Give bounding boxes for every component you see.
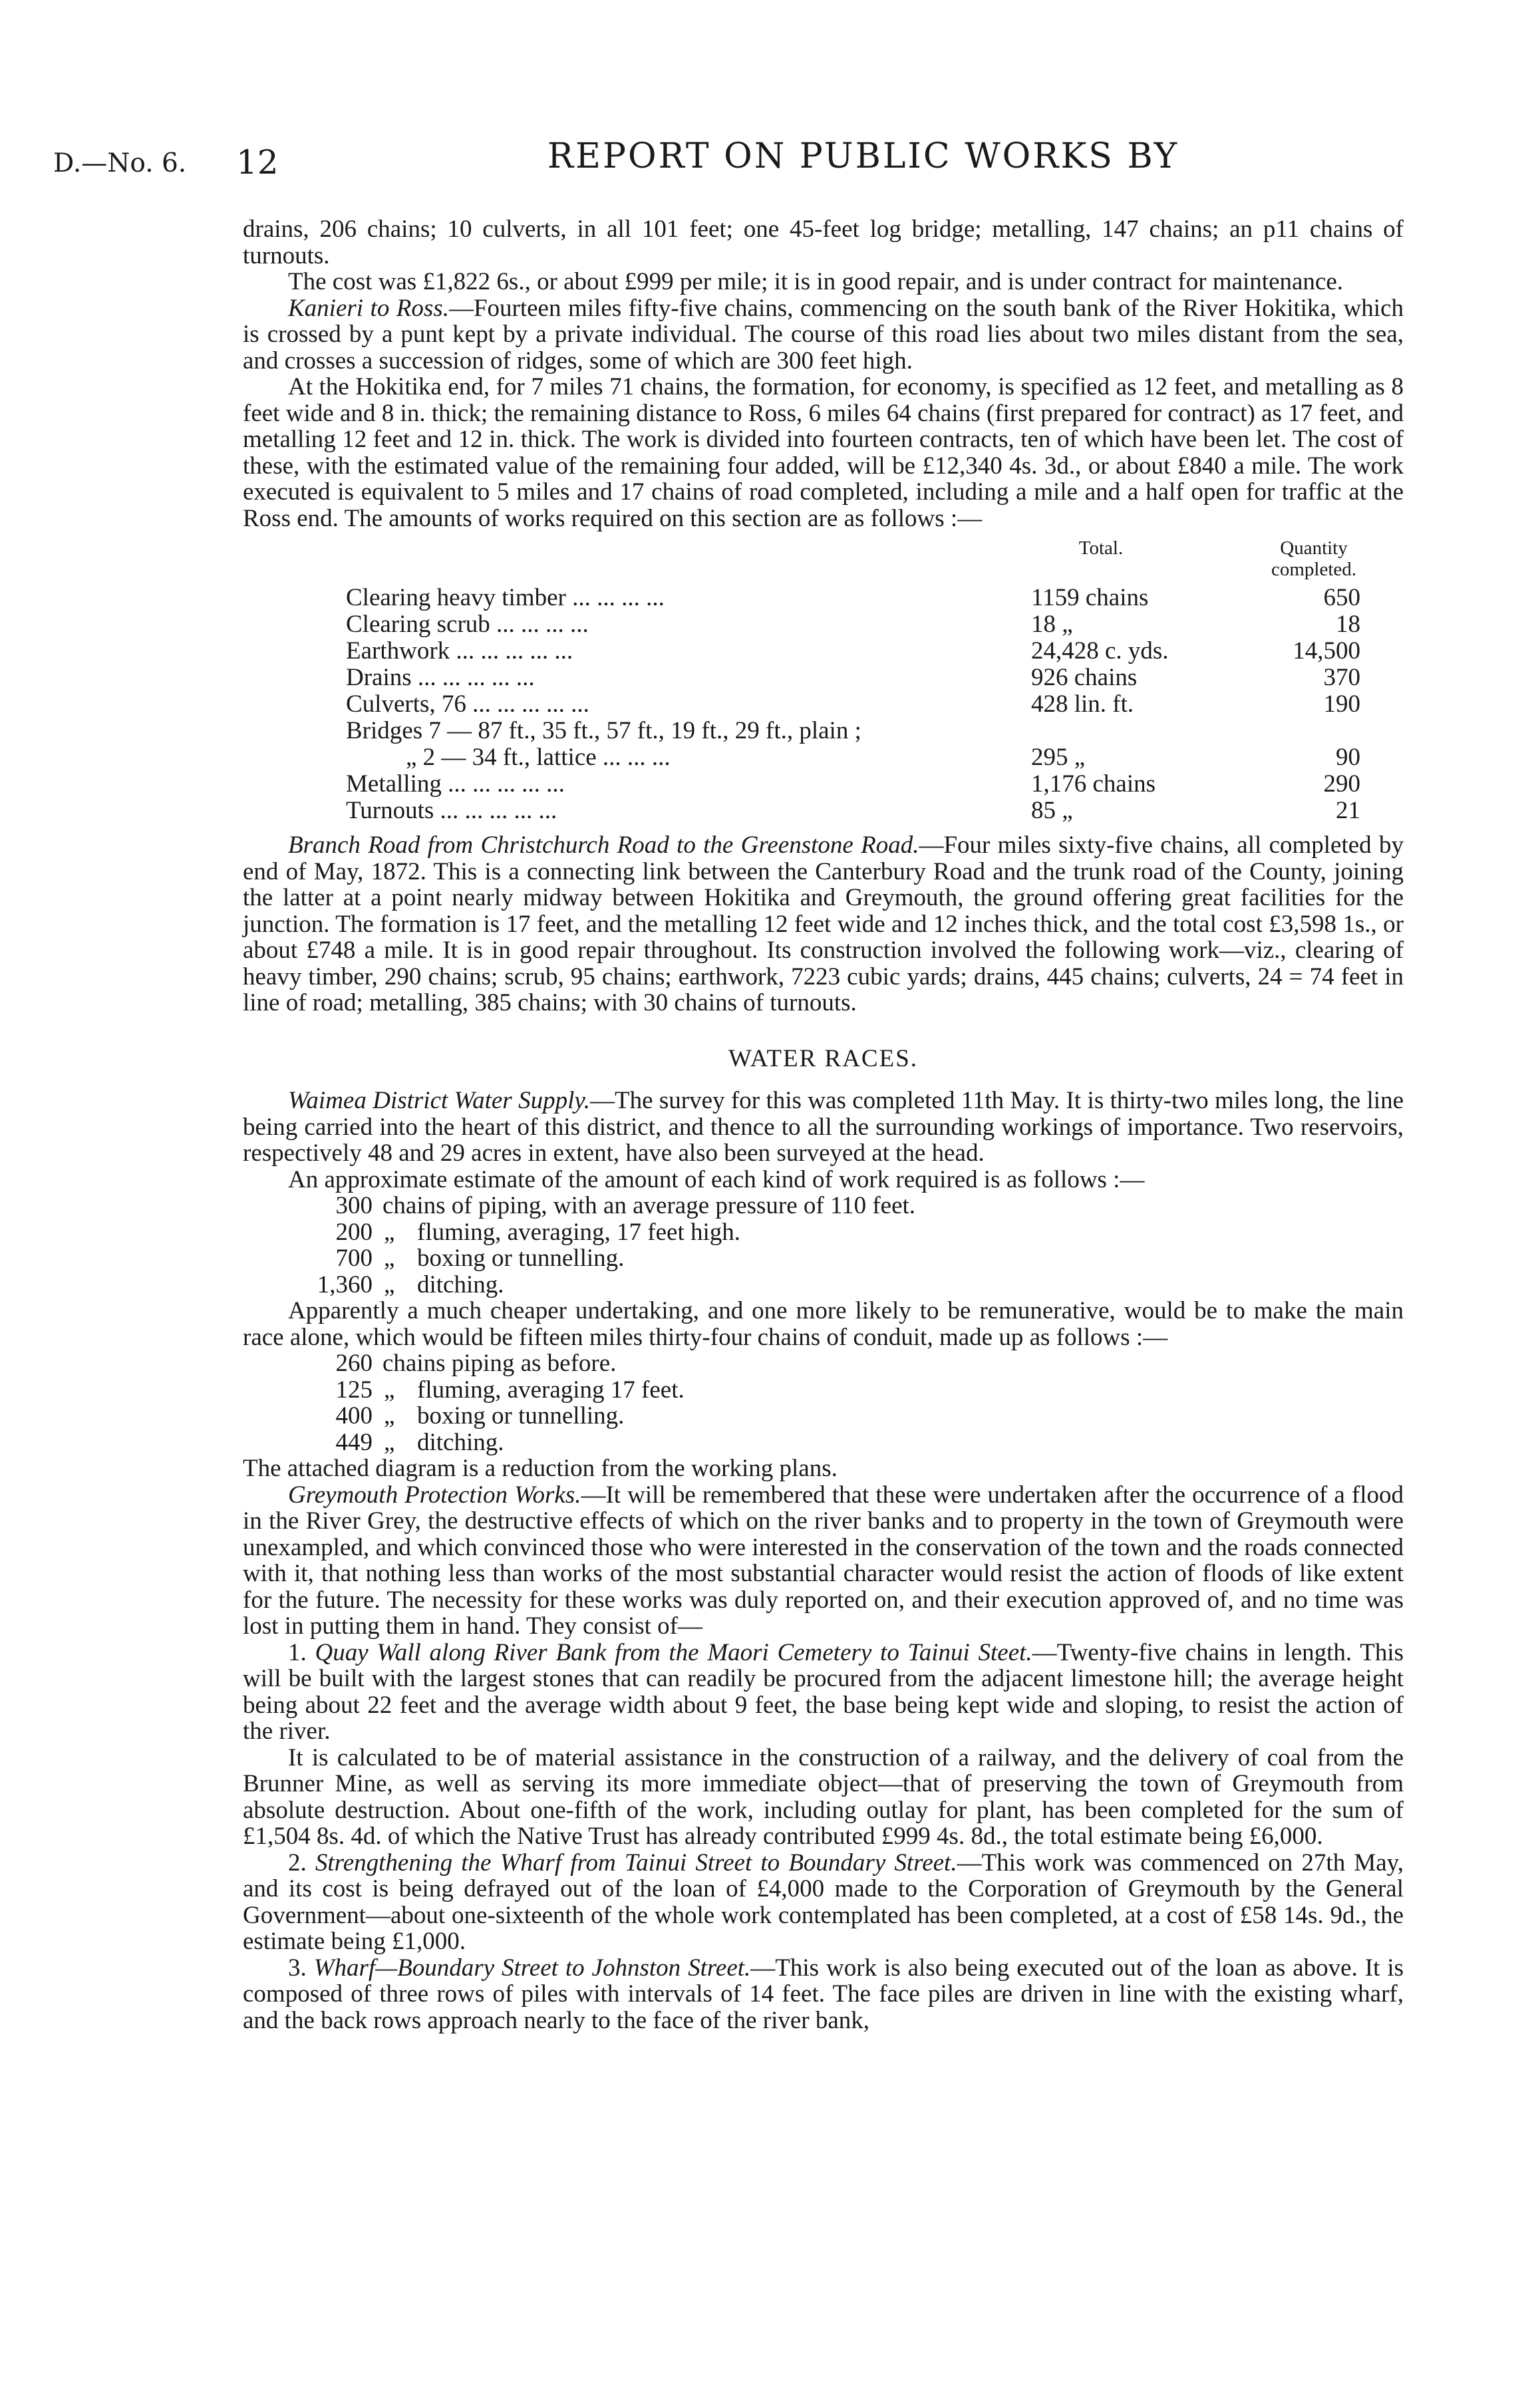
paragraph-title: Wharf—Boundary Street to Johnston Street.	[313, 1954, 751, 1982]
paragraph: 1. Quay Wall along River Bank from the Maori Cemetery to Tainui Steet.—Twenty-five chains in length. This will be built with the largest stones that can readily be procured from the adjacent limestone hill; the average height being about 22 feet and the average width about 9 feet, the base being kept wide and sloping, to resist the action of the river.	[243, 1638, 1404, 1745]
column-header-quantity: Quantity	[1280, 537, 1348, 559]
section-heading: WATER RACES.	[728, 1044, 919, 1072]
table-row-total: 428 lin. ft.	[1031, 690, 1134, 718]
table-row-done: 190	[1323, 690, 1360, 718]
list-item: 260 chains piping as before.	[335, 1350, 617, 1377]
table-row-total: 295 „	[1031, 744, 1086, 771]
table-row-done: 21	[1336, 797, 1360, 824]
paragraph: The cost was £1,822 6s., or about £999 per mile; it is in good repair, and is under contract for maintenance.	[288, 268, 1344, 295]
paragraph: An approximate estimate of the amount of each kind of work required is as follows :—	[288, 1165, 1145, 1193]
page-header	[0, 136, 1540, 196]
page-number: 12	[236, 143, 279, 182]
table-row-done: 290	[1323, 770, 1360, 798]
list-item: 449 „ ditching.	[335, 1428, 504, 1456]
paragraph-title: Strengthening the Wharf from Tainui Street to Boundary Street.	[315, 1849, 957, 1877]
estimate-list	[243, 1193, 1404, 1298]
table-row-done: 370	[1323, 664, 1360, 691]
item-number: 2.	[288, 1849, 307, 1877]
works-quantity-table	[243, 531, 1404, 897]
paragraph-title: Branch Road from Christchurch Road to the Greenstone Road.	[288, 831, 919, 859]
paragraph-title: Greymouth Protection Works.	[288, 1481, 581, 1509]
table-row-item: Turnouts ... ... ... ... ...	[346, 797, 557, 824]
table-row-item: Culverts, 76 ... ... ... ... ...	[346, 690, 589, 718]
table-row-total: 24,428 c. yds.	[1031, 637, 1169, 665]
running-title: REPORT ON PUBLIC WORKS BY	[547, 136, 1179, 176]
column-header-total: Total.	[1078, 537, 1124, 559]
paragraph: At the Hokitika end, for 7 miles 71 chains, the formation, for economy, is specified as 12 feet, and metalling as 8 feet wide and 8 in. thick; the remaining distance to Ross, 6 miles 64 chains (first prepared for contract) as 17 feet, and metalling 12 feet and 12 in. thick. The work is divided into fourteen contracts, ten of which have been let. The cost of these, with the estimated value of the remaining four added, will be £12,340 4s. 3d., or about £840 a mile. The work executed is equivalent to 5 miles and 17 chains of road completed, including a mile and a half open for traffic at the Ross end. The amounts of works required on this section are as follows :—	[243, 373, 1404, 532]
table-row-item: Bridges 7 — 87 ft., 35 ft., 57 ft., 19 ft., 29 ft., plain ;	[346, 717, 861, 744]
item-number: 1.	[288, 1638, 307, 1666]
paragraph: It is calculated to be of material assistance in the construction of a railway, and the delivery of coal from the Brunner Mine, as well as serving its more immediate object—that of preserving the town of Greymouth from absolute destruction. About one-fifth of the work, including outlay for plant, has been completed for the sum of £1,504 8s. 4d. of which the Native Trust has already contributed £999 4s. 8d., the total estimate being £6,000.	[243, 1743, 1404, 1850]
item-number: 3.	[288, 1954, 307, 1982]
table-row-total: 1159 chains	[1031, 584, 1149, 611]
paragraph: Greymouth Protection Works.—It will be remembered that these were undertaken after the occurrence of a flood in the River Grey, the destructive effects of which on the river banks and to property in the town of Greymouth were unexampled, and which convinced those who were interested in the conservation of the town and the roads connected with it, that nothing less than works of the most substantial character would resist the action of floods of like extent for the future. The necessity for these works was duly reported on, and their execution approved of, and no time was lost in putting them in hand. They consist of—	[243, 1481, 1404, 1640]
paragraph: 2. Strengthening the Wharf from Tainui Street to Boundary Street.—This work was commenced on 27th May, and its cost is being defrayed out of the loan of £4,000 made to the Corporation of Greymouth by the General Government—about one-sixteenth of the whole work contemplated has been completed, at a cost of £58 14s. 9d., the estimate being £1,000.	[243, 1849, 1404, 1955]
list-item: 300 chains of piping, with an average pressure of 110 feet.	[335, 1192, 916, 1219]
table-row-item: Metalling ... ... ... ... ...	[346, 770, 565, 798]
table-row-done: 14,500	[1293, 637, 1360, 665]
paragraph: Kanieri to Ross.—Fourteen miles fifty-five chains, commencing on the south bank of the River Hokitika, which is crossed by a punt kept by a private individual. The course of this road lies about two miles distant from the sea, and crosses a succession of ridges, some of which are 300 feet high.	[243, 294, 1404, 375]
list-item: 400 „ boxing or tunnelling.	[335, 1402, 625, 1429]
paragraph-title: Waimea District Water Supply.	[288, 1087, 590, 1114]
table-row-total: 18 „	[1031, 611, 1073, 638]
table-row-item: Clearing scrub ... ... ... ...	[346, 611, 589, 638]
table-row-total: 1,176 chains	[1031, 770, 1156, 798]
list-item: 1,360 „ ditching.	[317, 1271, 504, 1298]
paragraph-title: Kanieri to Ross.	[288, 294, 449, 322]
document-reference: D.—No. 6.	[53, 148, 187, 178]
paragraph: Branch Road from Christchurch Road to the Greenstone Road.—Four miles sixty-five chains, all completed by end of May, 1872. This is a connecting link between the Canterbury Road and the trunk road of the County, joining the latter at a point nearly midway between Hokitika and Greymouth, the ground offering great facilities for the junction. The formation is 17 feet, and the metalling 12 feet wide and 12 inches thick, and the total cost £3,598 1s., or about £748 a mile. It is in good repair throughout. Its construction involved the following work—viz., clearing of heavy timber, 290 chains; scrub, 95 chains; earthwork, 7223 cubic yards; drains, 445 chains; culverts, 24 = 74 feet in line of road; metalling, 385 chains; with 30 chains of turnouts.	[243, 831, 1404, 1016]
paragraph: Waimea District Water Supply.—The survey for this was completed 11th May. It is thirty-two miles long, the line being carried into the heart of this district, and thence to all the surrounding workings of importance. Two reservoirs, respectively 48 and 29 acres in extent, have also been surveyed at the head.	[243, 1087, 1404, 1167]
table-row-total: 85 „	[1031, 797, 1073, 824]
page-body	[243, 216, 1404, 2033]
list-item: 125 „ fluming, averaging 17 feet.	[335, 1376, 685, 1404]
table-row-total: 926 chains	[1031, 664, 1138, 691]
paragraph: drains, 206 chains; 10 culverts, in all 101 feet; one 45-feet log bridge; metalling, 147 chains; an p11 chains of turnouts.	[243, 216, 1404, 269]
column-header-quantity-2: completed.	[1271, 559, 1357, 580]
paragraph-title: Quay Wall along River Bank from the Maori Cemetery to Tainui Steet.	[315, 1638, 1032, 1666]
paragraph: 3. Wharf—Boundary Street to Johnston Street.—This work is also being executed out of the loan as above. It is composed of three rows of piles with intervals of 14 feet. The face piles are driven in line with the existing wharf, and the back rows approach nearly to the face of the river bank,	[243, 1954, 1404, 2034]
paragraph: The attached diagram is a reduction from the working plans.	[243, 1455, 838, 1482]
table-row-item: Clearing heavy timber ... ... ... ...	[346, 584, 665, 611]
table-row-item: „ 2 — 34 ft., lattice ... ... ...	[406, 744, 671, 771]
main-race-list	[243, 1350, 1404, 1455]
list-item: 200 „ fluming, averaging, 17 feet high.	[335, 1218, 741, 1246]
table-row-done: 18	[1336, 611, 1360, 638]
table-row-done: 90	[1336, 744, 1360, 771]
paragraph: Apparently a much cheaper undertaking, and one more likely to be remunerative, would be to make the main race alone, which would be fifteen miles thirty-four chains of conduit, made up as follows :—	[243, 1297, 1404, 1351]
table-row-done: 650	[1323, 584, 1360, 611]
table-row-item: Earthwork ... ... ... ... ...	[346, 637, 573, 665]
list-item: 700 „ boxing or tunnelling.	[335, 1245, 625, 1272]
table-row-item: Drains ... ... ... ... ...	[346, 664, 535, 691]
